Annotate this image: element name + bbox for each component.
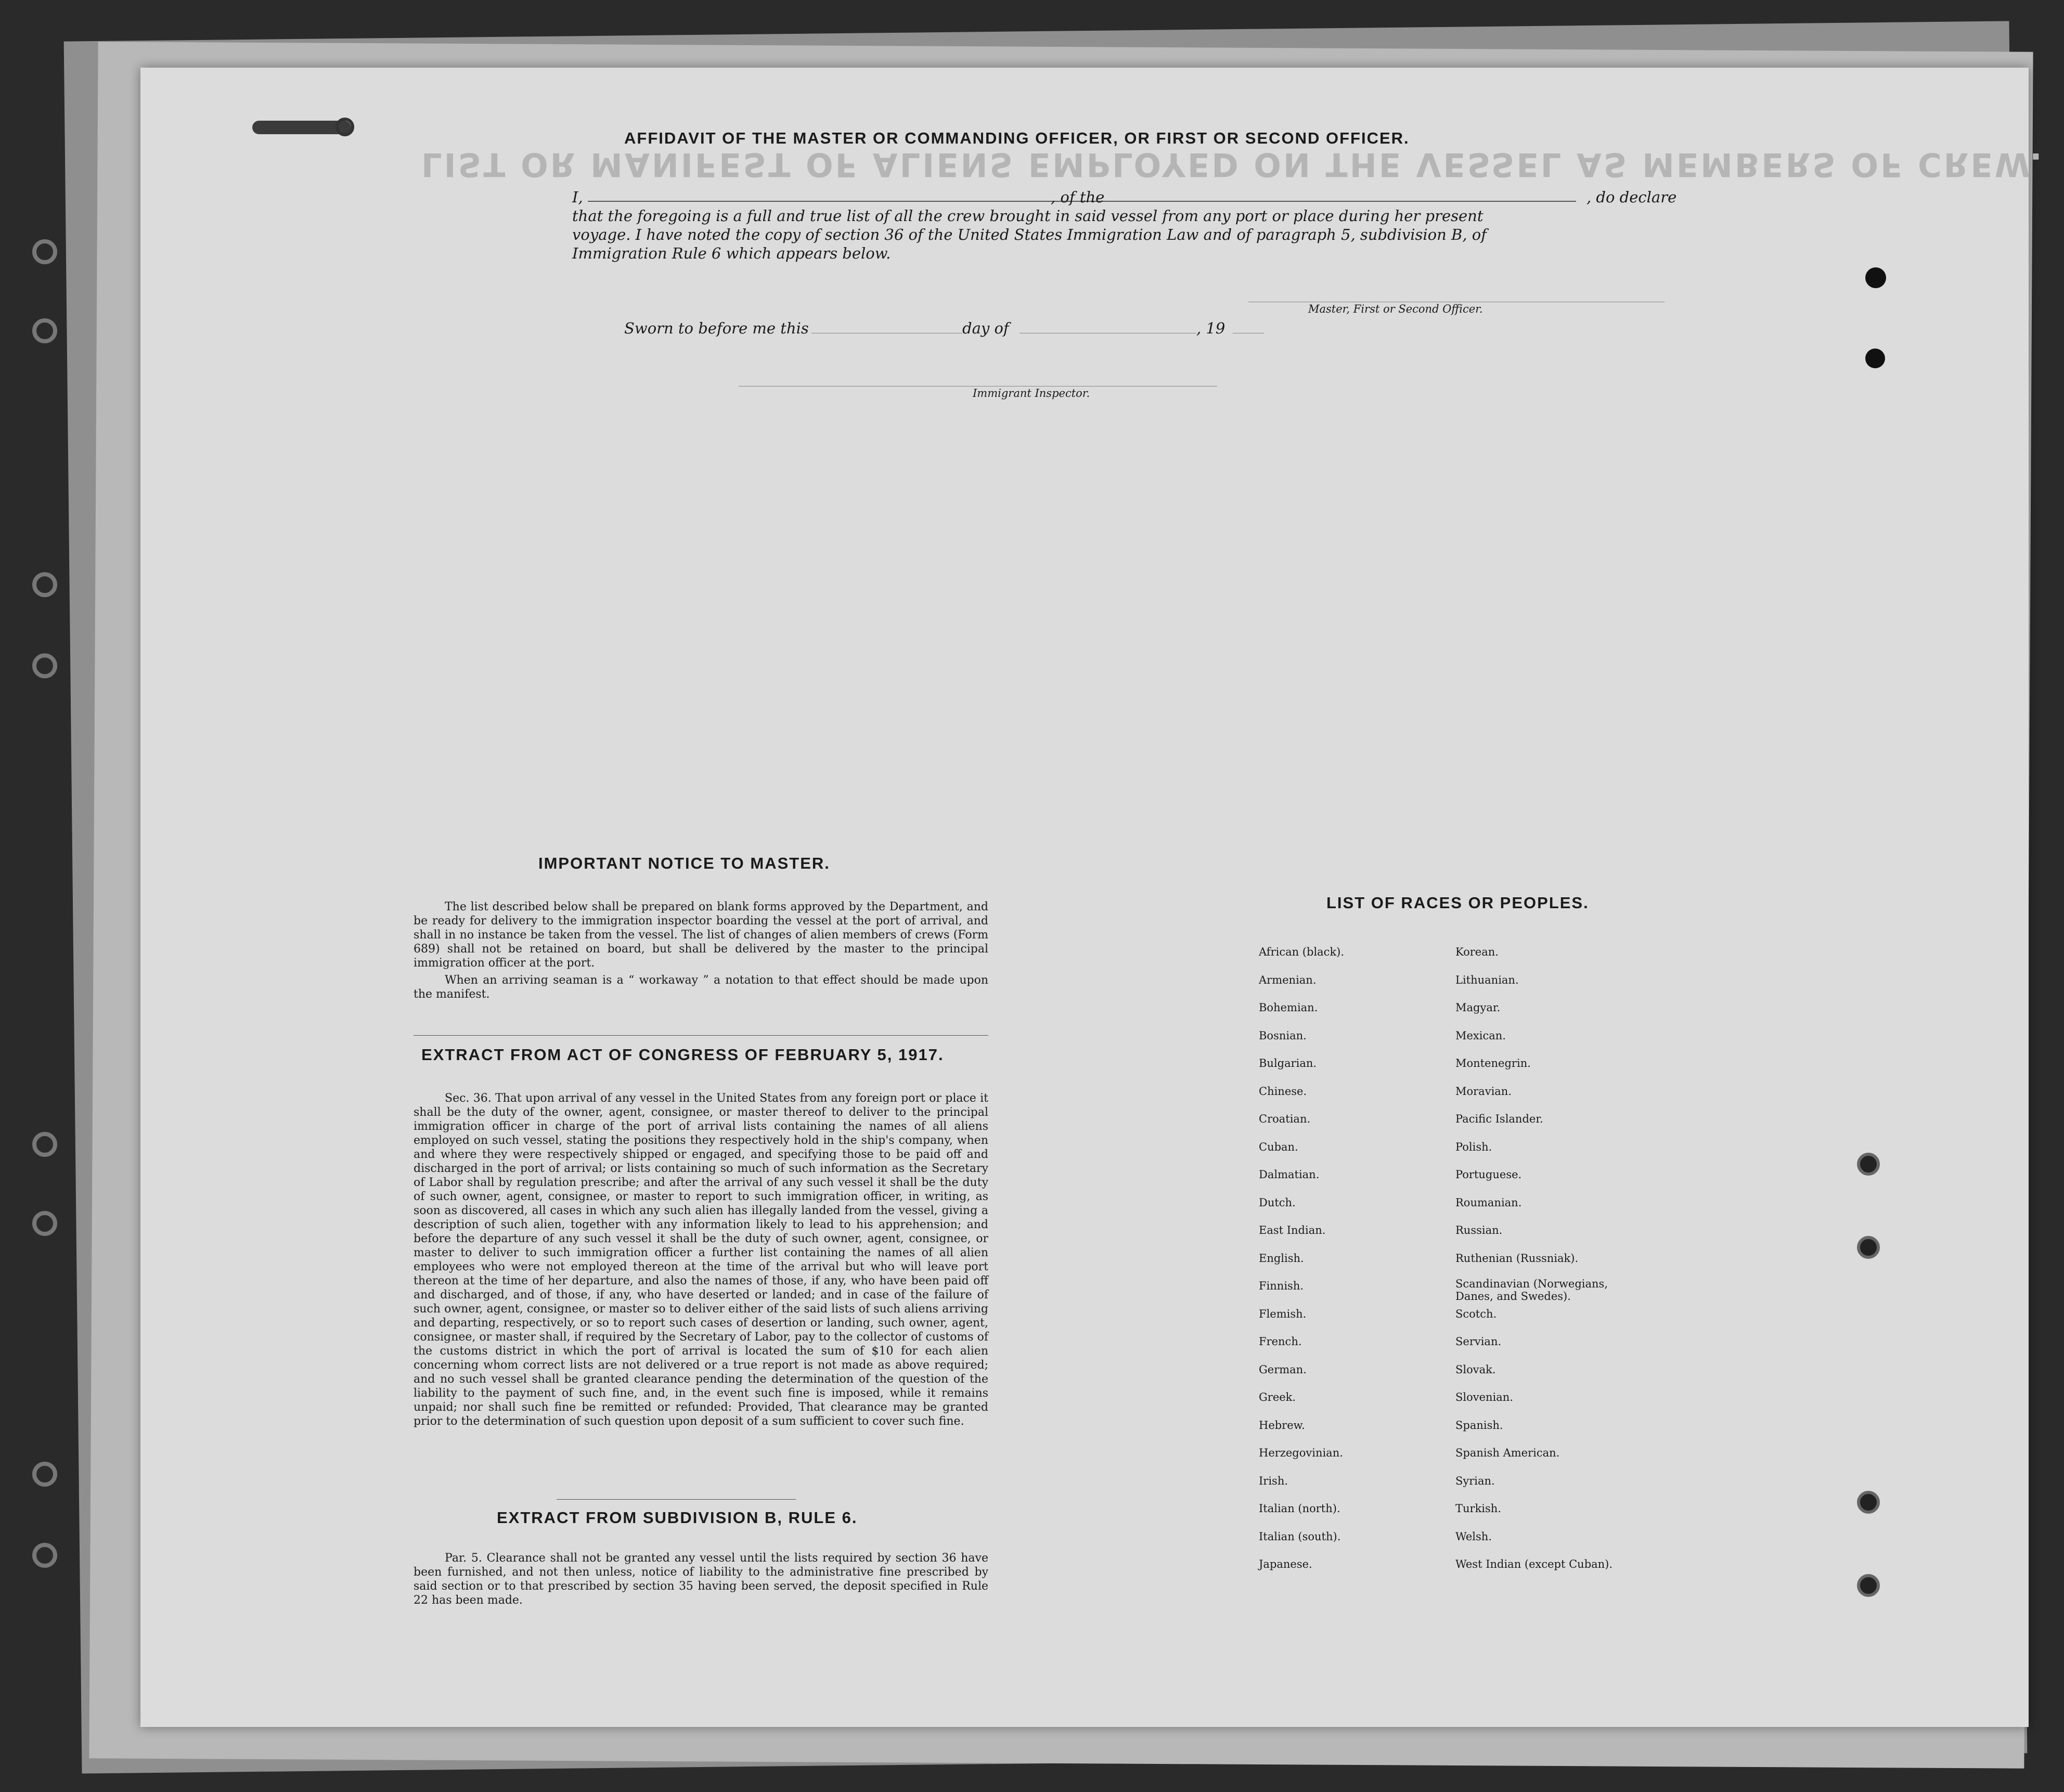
- race-item: Syrian.: [1455, 1474, 1495, 1487]
- race-item: Herzegovinian.: [1259, 1447, 1343, 1459]
- day-of-label: day of: [962, 319, 1009, 337]
- race-item: Irish.: [1259, 1474, 1288, 1487]
- binder-hole: [32, 1462, 57, 1487]
- binder-hole: [32, 1543, 57, 1568]
- race-item: Pacific Islander.: [1455, 1113, 1543, 1125]
- race-item: Finnish.: [1259, 1280, 1304, 1292]
- race-item: Dalmatian.: [1259, 1168, 1320, 1181]
- binder-hole: [1857, 1491, 1880, 1514]
- race-item: Mexican.: [1455, 1029, 1506, 1042]
- race-item: Dutch.: [1259, 1196, 1296, 1209]
- race-item: West Indian (except Cuban).: [1455, 1558, 1613, 1570]
- rule-title: EXTRACT FROM SUBDIVISION B, RULE 6.: [497, 1509, 858, 1527]
- race-item: Portuguese.: [1455, 1168, 1522, 1181]
- affidavit-line1-end: , do declare: [1586, 188, 1677, 206]
- race-item: Spanish American.: [1455, 1447, 1560, 1459]
- divider: [557, 1499, 796, 1500]
- race-item: French.: [1259, 1335, 1302, 1348]
- notice-paragraph: When an arriving seaman is a “ workaway ” a notation to that effect should be made upon the manifest.: [414, 974, 988, 1001]
- binder-hole: [32, 653, 57, 678]
- divider: [414, 1035, 988, 1036]
- race-item: Chinese.: [1259, 1085, 1307, 1098]
- document-page: [140, 68, 2044, 1727]
- binder-hole: [32, 1211, 57, 1236]
- show-through-heading: LIST OR MANIFEST OF ALIENS EMPLOYED ON THE VESSEL AS MEMBERS OF CREW.: [421, 146, 2044, 184]
- vessel-blank: [1129, 201, 1576, 202]
- notice-paragraph: The list described below shall be prepared on blank forms approved by the Department, and be ready for delivery to the immigration inspector boarding the vessel at the port of arrival, and shall in no instance be taken from the vessel. The list of changes of alien members of crews (Form 689) shall not be retained on board, but shall be delivered by the master to the principal immigration officer at the port.: [414, 900, 988, 970]
- race-item: Slovak.: [1455, 1363, 1496, 1376]
- affidavit-title: AFFIDAVIT OF THE MASTER OR COMMANDING OFFICER, OR FIRST OR SECOND OFFICER.: [624, 129, 1410, 147]
- race-item: East Indian.: [1259, 1224, 1326, 1236]
- race-item: Magyar.: [1455, 1001, 1501, 1014]
- race-item: Turkish.: [1455, 1502, 1501, 1515]
- race-item: Italian (south).: [1259, 1530, 1341, 1543]
- race-item: Bohemian.: [1259, 1001, 1318, 1014]
- race-item: Moravian.: [1455, 1085, 1512, 1098]
- sworn-label: Sworn to before me this: [624, 319, 809, 337]
- act-body: [414, 1091, 988, 1432]
- notice-title: IMPORTANT NOTICE TO MASTER.: [538, 854, 830, 872]
- race-item: Servian.: [1455, 1335, 1502, 1348]
- binder-hole: [32, 1132, 57, 1157]
- binder-hole: [1857, 1153, 1880, 1176]
- race-item: Hebrew.: [1259, 1419, 1305, 1432]
- race-item: Welsh.: [1455, 1530, 1492, 1543]
- inspector-label: Immigrant Inspector.: [973, 387, 1090, 399]
- race-item: Polish.: [1455, 1140, 1492, 1153]
- binder-hole: [1857, 1574, 1880, 1597]
- race-item: Cuban.: [1259, 1140, 1298, 1153]
- race-item: Ruthenian (Russniak).: [1455, 1252, 1579, 1265]
- race-item: Russian.: [1455, 1224, 1503, 1236]
- race-item: Slovenian.: [1455, 1391, 1513, 1403]
- affidavit-line1-of: , of the: [1051, 188, 1105, 206]
- binder-hole: [32, 572, 57, 597]
- race-item: African (black).: [1259, 946, 1345, 958]
- act-paragraph: Sec. 36. That upon arrival of any vessel in the United States from any foreign port or place it shall be the duty of the owner, agent, consignee, or master thereof to deliver to the principal immigration officer in charge of the port of arrival lists containing the names of all aliens employed on such vessel, stating the positions they respectively hold in the ship's company, when and where they were respectively shipped or engaged, and specifying those to be paid off and discharged in the port of arrival; or lists containing so much of such information as the Secretary of Labor shall by regulation prescribe; and after the arrival of any such vessel it shall be the duty of such owner, agent, consignee, or master to report to such immigration officer, in writing, as soon as discovered, all cases in which any such alien has illegally landed from the vessel, giving a description of such alien, together with any information likely to lead to his apprehension; and before the departure of any such vessel it shall be the duty of such owner, agent, consignee, or master to deliver to such immigration officer a further list containing the names of all alien employees who were not employed thereon at the time of the arrival but who will leave port thereon at the time of her departure, and also the names of those, if any, who have been paid off and discharged, and of those, if any, who have deserted or landed; and in case of the failure of such owner, agent, consignee, or master so to deliver either of the said lists of such aliens arriving and departing, respectively, or so to report such cases of desertion or landing, such owner, agent, consignee, or master shall, if required by the Secretary of Labor, pay to the collector of customs of the customs district in which the port of arrival is located the sum of $10 for each alien concerning whom correct lists are not delivered or a true report is not made as above required; and no such vessel shall be granted clearance pending the determination of the question of the liability to the payment of such fine, and, in the event such fine is imposed, while it remains unpaid; nor shall such fine be remitted or refunded: Provided, That clearance may be granted prior to the determination of such question upon deposit of a sum sufficient to cover such fine.: [414, 1092, 988, 1428]
- affidavit-line1-start: I,: [572, 188, 583, 206]
- race-item: Flemish.: [1259, 1307, 1307, 1320]
- year-label: , 19: [1196, 319, 1226, 337]
- race-item: Lithuanian.: [1455, 973, 1519, 986]
- race-item: Bosnian.: [1259, 1029, 1307, 1042]
- race-item: Scandinavian (Norwegians, Danes, and Swedes).: [1455, 1278, 1608, 1303]
- paper-clip: [336, 118, 354, 136]
- binder-hole: [1865, 267, 1886, 288]
- race-item: Roumanian.: [1455, 1196, 1522, 1209]
- signature-label: Master, First or Second Officer.: [1308, 303, 1483, 315]
- race-item: Greek.: [1259, 1391, 1296, 1403]
- race-item: Scotch.: [1455, 1307, 1497, 1320]
- binder-hole: [1857, 1236, 1880, 1259]
- race-item: Armenian.: [1259, 973, 1317, 986]
- notice-body: [414, 900, 988, 1004]
- race-item: Bulgarian.: [1259, 1057, 1317, 1069]
- race-item: Italian (north).: [1259, 1502, 1340, 1515]
- race-item: German.: [1259, 1363, 1307, 1376]
- race-item: Croatian.: [1259, 1113, 1311, 1125]
- binder-hole: [32, 318, 57, 343]
- affidavit-line3: voyage. I have noted the copy of section 36 of the United States Immigration Law and of paragraph 5, subdivision B, of: [572, 226, 1487, 243]
- act-title: EXTRACT FROM ACT OF CONGRESS OF FEBRUARY 5, 1917.: [421, 1046, 944, 1064]
- name-blank: [588, 201, 1202, 202]
- binder-hole: [32, 239, 57, 264]
- rule-body: [414, 1551, 988, 1610]
- race-item: Japanese.: [1259, 1558, 1312, 1570]
- races-title: LIST OF RACES OR PEOPLES.: [1326, 894, 1589, 912]
- race-item: English.: [1259, 1252, 1304, 1265]
- race-item: Korean.: [1455, 946, 1499, 958]
- race-item: Spanish.: [1455, 1419, 1503, 1432]
- race-item: Montenegrin.: [1455, 1057, 1531, 1069]
- binder-hole: [1865, 349, 1885, 368]
- affidavit-line4: Immigration Rule 6 which appears below.: [572, 244, 891, 262]
- affidavit-line2: that the foregoing is a full and true list of all the crew brought in said vessel from any port or place during her present: [572, 207, 1484, 225]
- rule-paragraph: Par. 5. Clearance shall not be granted any vessel until the lists required by section 36 have been furnished, and not then unless, notice of liability to the administrative fine prescribed by said section or to that prescribed by section 35 having been served, the deposit specified in Rule 22 has been made.: [414, 1552, 988, 1607]
